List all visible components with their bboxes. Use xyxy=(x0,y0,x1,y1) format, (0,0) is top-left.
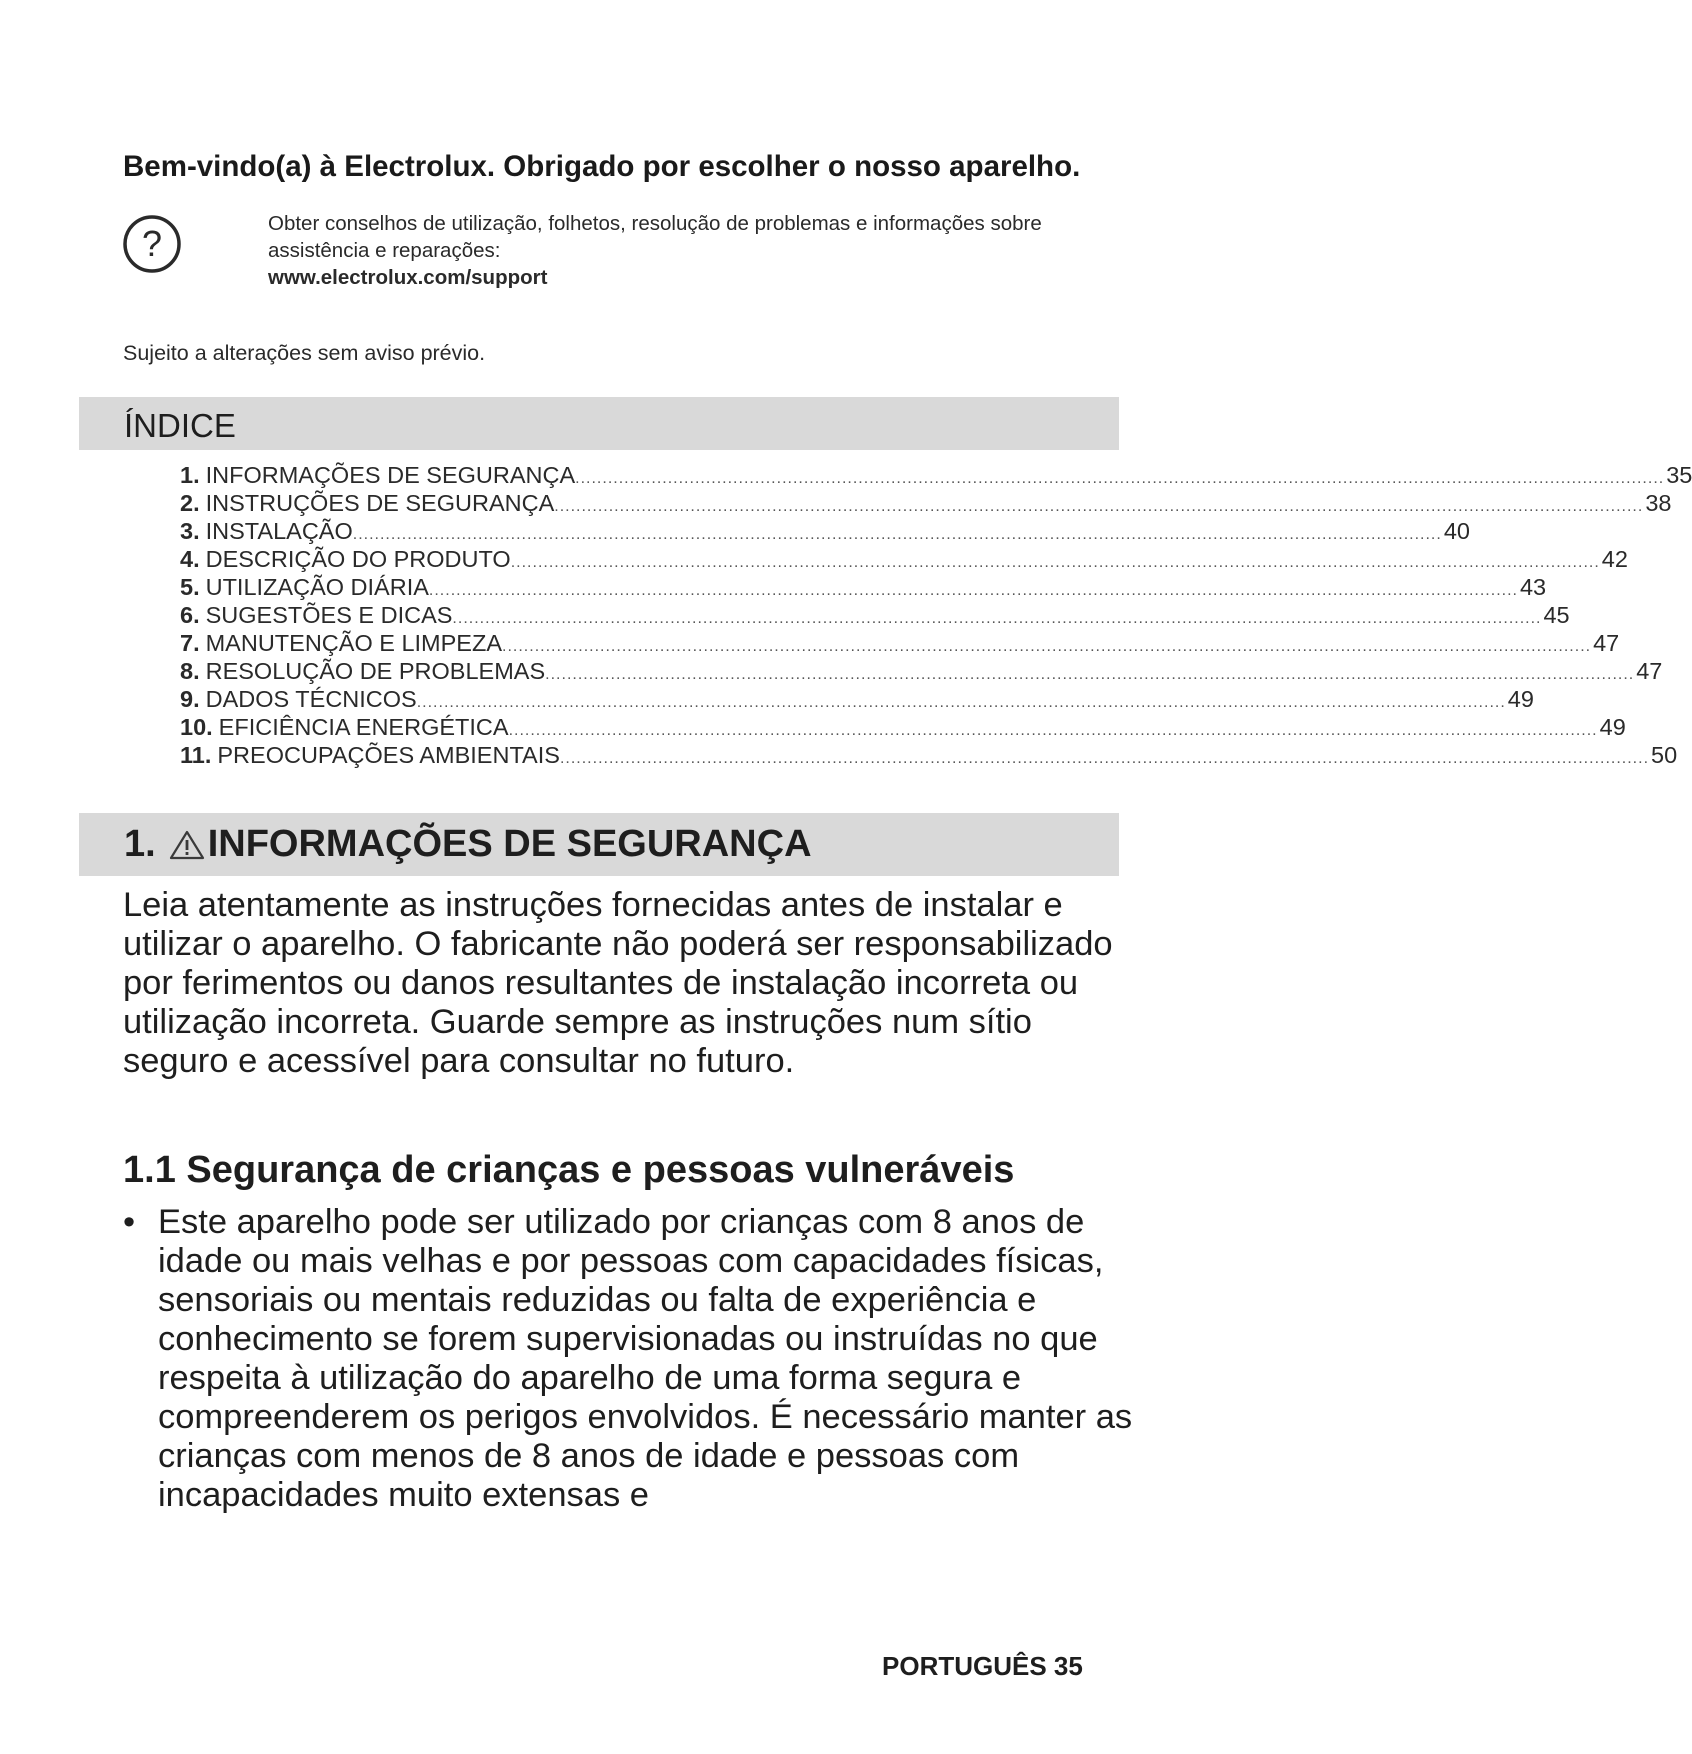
toc-entry-number: 6. xyxy=(180,602,200,628)
subsection-title: 1.1 Segurança de crianças e pessoas vulneráveis xyxy=(123,1149,1015,1191)
toc-entry-number: 3. xyxy=(180,518,200,544)
section-header-band xyxy=(79,813,1119,876)
toc-entry-number: 9. xyxy=(180,686,200,712)
toc-entry-label: MANUTENÇÃO E LIMPEZA xyxy=(205,630,503,656)
toc-entry-label: DADOS TÉCNICOS xyxy=(205,686,417,712)
toc-entry-label: INSTALAÇÃO xyxy=(205,518,353,544)
toc-entry-page: 45 xyxy=(1543,602,1570,628)
support-line-2: assistência e reparações: xyxy=(268,239,501,262)
bullet-dot-icon: • xyxy=(123,1203,136,1241)
toc-entry-number: 7. xyxy=(180,630,200,656)
toc-entry-label: SUGESTÕES E DICAS xyxy=(205,602,453,628)
support-line-1: Obter conselhos de utilização, folhetos, resolução de problemas e informações sobre xyxy=(268,212,1042,235)
bullet-text: Este aparelho pode ser utilizado por crianças com 8 anos de idade ou mais velhas e por pessoas com capacidades físicas, sensoriais ou mentais reduzidas ou falta de experiência e conhecimento se forem supervisionadas ou instruídas no que respeita à utilização do aparelho de uma forma segura e compreenderem os perigos envolvidos. É necessário manter as crianças com menos de 8 anos de idade e pessoas com incapacidades muito extensas e xyxy=(158,1203,1133,1514)
toc-entry-number: 2. xyxy=(180,490,200,516)
toc-entry[interactable] xyxy=(180,658,1663,686)
toc-entry[interactable] xyxy=(180,686,1534,714)
toc-entry-number: 5. xyxy=(180,574,200,600)
toc-entry[interactable] xyxy=(180,518,1470,546)
toc-entry-page: 50 xyxy=(1651,742,1678,768)
toc-header-band xyxy=(79,397,1119,450)
toc-entry[interactable] xyxy=(180,714,1626,742)
toc-entry-label: PREOCUPAÇÕES AMBIENTAIS xyxy=(217,742,560,768)
toc-dot-leader: ........................................................................................................................................................................................................ xyxy=(416,694,1506,711)
toc-entry[interactable] xyxy=(180,630,1620,658)
toc-entry-page: 47 xyxy=(1636,658,1663,684)
support-url-link[interactable]: www.electrolux.com/support xyxy=(268,266,548,289)
toc-entry-number: 10. xyxy=(180,714,213,740)
toc-entry-page: 42 xyxy=(1601,546,1628,572)
toc-dot-leader: ........................................................................................................................................................................................................ xyxy=(559,750,1650,767)
intro-paragraph: Leia atentamente as instruções fornecidas antes de instalar e utilizar o aparelho. O fabricante não poderá ser responsabilizado por ferimentos ou danos resultantes de instalação incorreta ou utilização incorreta. Guarde sempre as instruções num sítio seguro e acessível para consultar no futuro. xyxy=(123,886,1113,1080)
page-footer: PORTUGUÊS 35 xyxy=(882,1651,1083,1681)
change-notice: Sujeito a alterações sem aviso prévio. xyxy=(123,341,486,365)
toc-entry[interactable] xyxy=(180,490,1672,518)
toc-dot-leader: ........................................................................................................................................................................................................ xyxy=(545,666,1635,683)
toc-entry-label: INSTRUÇÕES DE SEGURANÇA xyxy=(205,490,555,516)
toc-entry-page: 35 xyxy=(1666,462,1692,488)
toc-dot-leader: ........................................................................................................................................................................................................ xyxy=(452,610,1542,627)
toc-entry-label: INFORMAÇÕES DE SEGURANÇA xyxy=(205,462,576,488)
toc-entry-page: 47 xyxy=(1593,630,1620,656)
section-1-title xyxy=(124,823,812,866)
toc-dot-leader: ........................................................................................................................................................................................................ xyxy=(352,526,1442,543)
toc-entry-number: 4. xyxy=(180,546,200,572)
toc-entry-label: RESOLUÇÃO DE PROBLEMAS xyxy=(205,658,546,684)
warning-triangle-icon xyxy=(168,829,206,861)
toc-entry[interactable] xyxy=(180,462,1692,490)
toc-entry-page: 38 xyxy=(1645,490,1672,516)
section-number: 1. xyxy=(124,823,156,865)
toc-entry-label: DESCRIÇÃO DO PRODUTO xyxy=(205,546,511,572)
toc-entry-page: 49 xyxy=(1599,714,1626,740)
section-title-text: INFORMAÇÕES DE SEGURANÇA xyxy=(207,823,812,865)
svg-text:?: ? xyxy=(141,223,163,264)
bullet-item xyxy=(123,1203,1133,1515)
toc-dot-leader: ........................................................................................................................................................................................................ xyxy=(428,582,1518,599)
toc-dot-leader: ........................................................................................................................................................................................................ xyxy=(554,498,1644,515)
toc-entry[interactable] xyxy=(180,574,1547,602)
toc-entry-page: 49 xyxy=(1507,686,1534,712)
toc-dot-leader: ........................................................................................................................................................................................................ xyxy=(508,722,1598,739)
support-info xyxy=(268,210,1042,291)
table-of-contents xyxy=(180,462,1692,770)
toc-entry-number: 8. xyxy=(180,658,200,684)
toc-title: ÍNDICE xyxy=(124,407,236,444)
toc-entry-label: EFICIÊNCIA ENERGÉTICA xyxy=(218,714,509,740)
toc-dot-leader: ........................................................................................................................................................................................................ xyxy=(575,470,1665,487)
toc-entry[interactable] xyxy=(180,742,1678,770)
toc-entry-page: 43 xyxy=(1519,574,1547,600)
question-circle-icon xyxy=(122,214,182,274)
toc-entry-number: 1. xyxy=(180,462,200,488)
welcome-heading: Bem-vindo(a) à Electrolux. Obrigado por escolher o nosso aparelho. xyxy=(123,150,1081,183)
toc-entry-number: 11. xyxy=(180,742,212,768)
toc-dot-leader: ........................................................................................................................................................................................................ xyxy=(510,554,1600,571)
toc-entry-label: UTILIZAÇÃO DIÁRIA xyxy=(205,574,429,600)
toc-dot-leader: ........................................................................................................................................................................................................ xyxy=(502,638,1592,655)
toc-entry[interactable] xyxy=(180,546,1628,574)
toc-entry[interactable] xyxy=(180,602,1570,630)
toc-entry-page: 40 xyxy=(1443,518,1470,544)
